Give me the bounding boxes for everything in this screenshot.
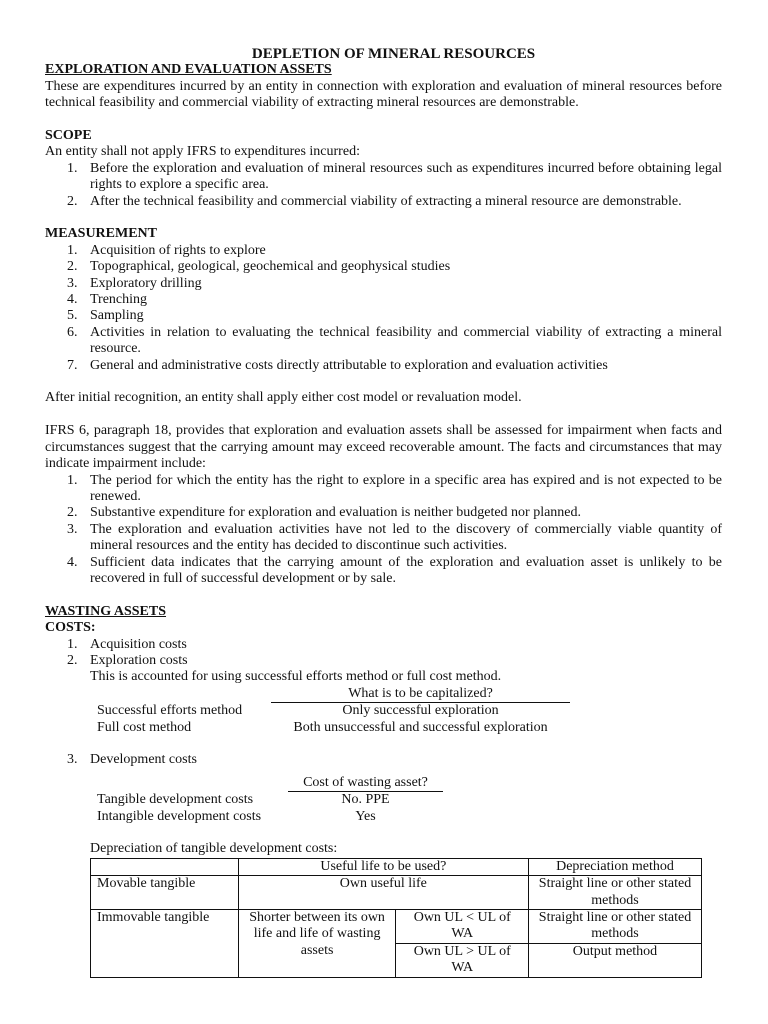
list-item: 4. Sufficient data indicates that the carrying amount of the exploration and evaluation asset is unlikely to be recovered in full of successful development or by sale. — [67, 554, 722, 586]
table-row: Intangible development costs Yes — [97, 808, 376, 824]
exploration-costs-note: This is accounted for using successful efforts method or full cost method. — [90, 669, 502, 685]
table-row: Movable tangible Own useful life Straight line or other stated methods — [91, 876, 702, 910]
list-item: 3. Development costs — [67, 752, 197, 768]
list-item: 1. The period for which the entity has the right to explore in a specific area has expired and is not expected to be renewed. — [67, 472, 722, 504]
list-item: 1. Acquisition costs — [67, 636, 187, 652]
ifrs6-text: IFRS 6, paragraph 18, provides that exploration and evaluation assets shall be assessed for impairment when facts and circumstances suggest that the carrying amount may exceed recoverable amount. The facts and circumstances that may indicate impairment include: — [45, 423, 722, 472]
after-recognition-text: After initial recognition, an entity shall apply either cost model or revaluation model. — [45, 390, 522, 406]
list-item: 3. Exploratory drilling — [67, 275, 202, 291]
list-item: 7. General and administrative costs directly attributable to exploration and evaluation activities — [67, 357, 608, 373]
list-item: 2. After the technical feasibility and commercial viability of extracting a mineral resource are demonstrable. — [67, 193, 682, 209]
list-item: 2. Topographical, geological, geochemical and geophysical studies — [67, 259, 451, 275]
costs-heading: COSTS: — [45, 620, 96, 636]
depreciation-caption: Depreciation of tangible development costs: — [90, 841, 338, 857]
capitalize-header: What is to be capitalized? — [271, 686, 570, 703]
list-item: 1. Acquisition of rights to explore — [67, 242, 266, 258]
wasting-cost-table — [97, 775, 443, 825]
document-page — [45, 46, 722, 978]
list-item: 4. Trenching — [67, 292, 148, 308]
wasting-cost-header: Cost of wasting asset? — [288, 775, 443, 792]
table-row: Useful life to be used? Depreciation method — [91, 858, 702, 875]
scope-list — [45, 161, 722, 210]
impairment-list — [45, 473, 722, 588]
list-item: 6. Activities in relation to evaluating the technical feasibility and commercial viability of extracting a mineral resource. — [67, 324, 722, 357]
exploration-text: These are expenditures incurred by an entity in connection with exploration and evaluation of mineral resources before technical feasibility and commercial viability of extracting mineral resources are demonstrable. — [45, 78, 722, 111]
scope-intro: An entity shall not apply IFRS to expenditures incurred: — [45, 144, 360, 160]
table-row: Tangible development costs No. PPE — [97, 791, 390, 808]
exploration-heading: EXPLORATION AND EVALUATION ASSETS — [45, 62, 332, 78]
page-title: DEPLETION OF MINERAL RESOURCES — [251, 46, 536, 62]
list-item: 2. Exploration costs — [67, 652, 188, 668]
wasting-assets-heading: WASTING ASSETS — [45, 603, 167, 619]
list-item: 3. The exploration and evaluation activities have not led to the discovery of commercially viable quantity of mineral resources and the entity has decided to discontinue such activities. — [67, 521, 722, 554]
list-item: 1. Before the exploration and evaluation of mineral resources such as expenditures incurred before obtaining legal rights to explore a specific area. — [67, 160, 722, 193]
measurement-list — [45, 243, 722, 374]
table-row: Own UL > UL of WA Output method — [91, 943, 702, 977]
costs-list-continued — [45, 752, 722, 768]
costs-list — [45, 637, 722, 670]
list-item: 5. Sampling — [67, 308, 144, 324]
table-row: Immovable tangible Shorter between its own life and life of wasting assets Own UL < UL of WA Straight line or other stated methods — [91, 910, 702, 944]
table-row: Full cost method Both unsuccessful and successful exploration — [97, 719, 548, 735]
depreciation-table — [90, 858, 702, 978]
measurement-heading: MEASUREMENT — [45, 226, 158, 242]
list-item: 2. Substantive expenditure for exploration and evaluation is neither budgeted nor planned. — [67, 505, 582, 521]
scope-heading: SCOPE — [45, 128, 92, 144]
table-row: Successful efforts method Only successful exploration — [97, 702, 499, 719]
capitalize-table — [97, 686, 570, 736]
